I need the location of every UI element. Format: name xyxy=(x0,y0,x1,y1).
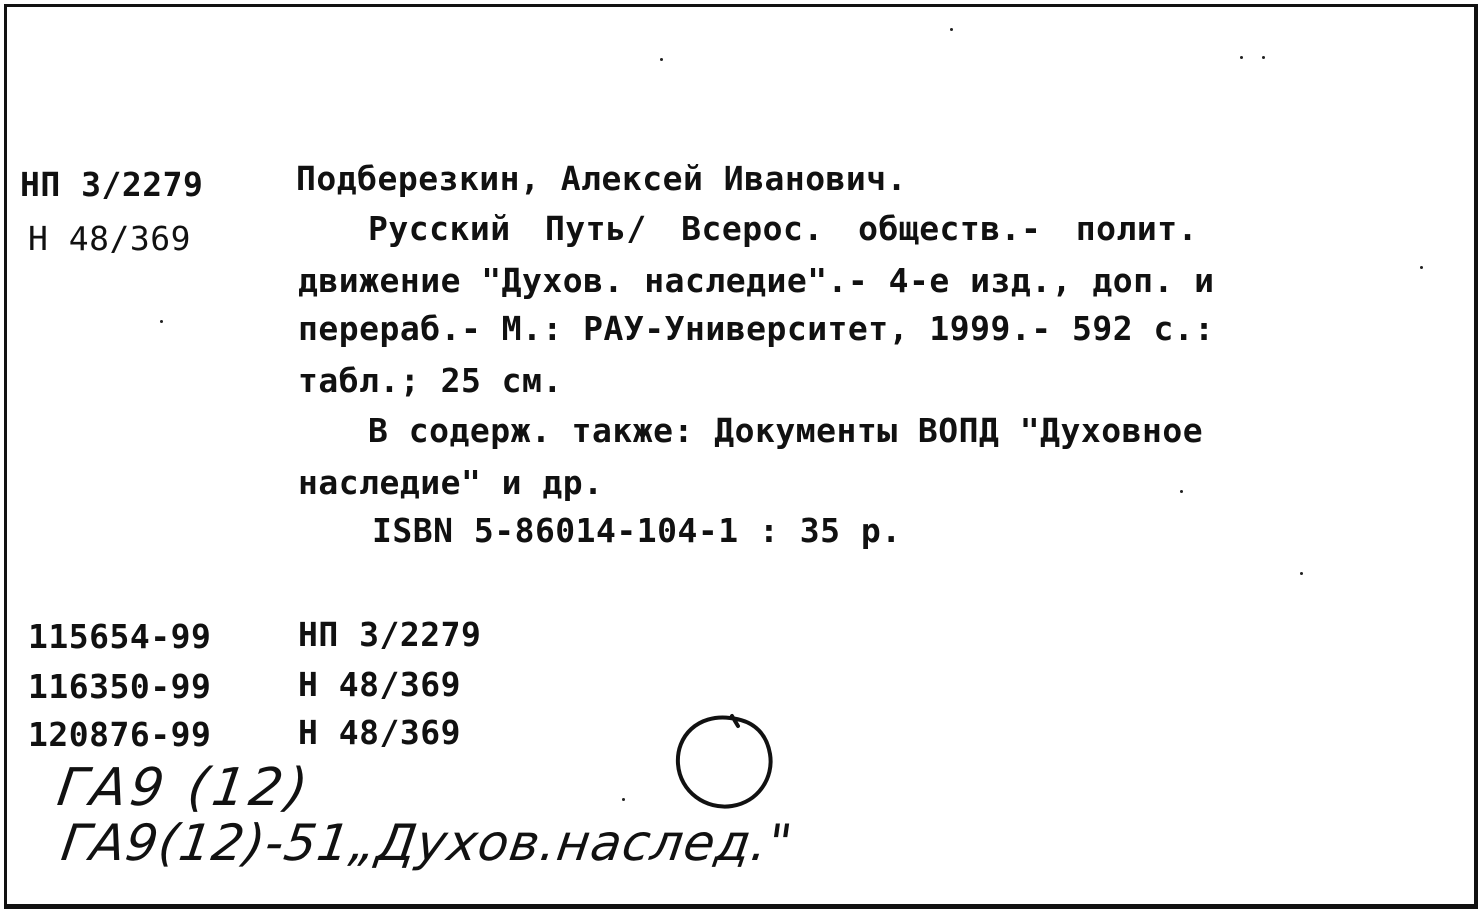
holding-shelfmark: Н 48/369 xyxy=(298,665,461,704)
description-line-3: перераб.- М.: РАУ-Университет, 1999.- 592 с.: xyxy=(298,309,1215,348)
scan-speck xyxy=(1420,266,1423,269)
circle-mark-icon xyxy=(668,712,780,816)
holding-inventory: 120876-99 xyxy=(28,715,212,754)
scan-speck xyxy=(622,798,625,801)
scan-speck xyxy=(1240,56,1243,59)
note-line-1: В содерж. также: Документы ВОПД "Духовное xyxy=(368,411,1204,450)
shelfmark-secondary: Н 48/369 xyxy=(28,219,191,258)
scan-speck xyxy=(1180,490,1183,493)
holding-inventory: 116350-99 xyxy=(28,667,212,706)
isbn-price: ISBN 5-86014-104-1 : 35 р. xyxy=(372,511,902,550)
scan-speck xyxy=(160,320,163,323)
scan-speck xyxy=(660,58,663,61)
author-heading: Подберезкин, Алексей Иванович. xyxy=(296,159,908,198)
scan-speck xyxy=(950,28,953,31)
note-line-2: наследие" и др. xyxy=(298,463,604,502)
handwritten-class-code-full: ГА9(12)-51„Духов.наслед." xyxy=(57,814,797,872)
shelfmark-primary: НП 3/2279 xyxy=(20,165,204,204)
scan-speck xyxy=(1300,572,1303,575)
description-line-1: Русский Путь/ Всерос. обществ.- полит. xyxy=(368,209,1198,248)
scan-speck xyxy=(1262,56,1265,59)
holding-shelfmark: Н 48/369 xyxy=(298,713,461,752)
handwritten-class-code: ГА9 (12) xyxy=(53,758,316,818)
description-line-2: движение "Духов. наследие".- 4-е изд., доп. и xyxy=(298,261,1215,300)
holding-shelfmark: НП 3/2279 xyxy=(298,615,482,654)
description-line-4: табл.; 25 см. xyxy=(298,361,563,400)
holding-inventory: 115654-99 xyxy=(28,617,212,656)
